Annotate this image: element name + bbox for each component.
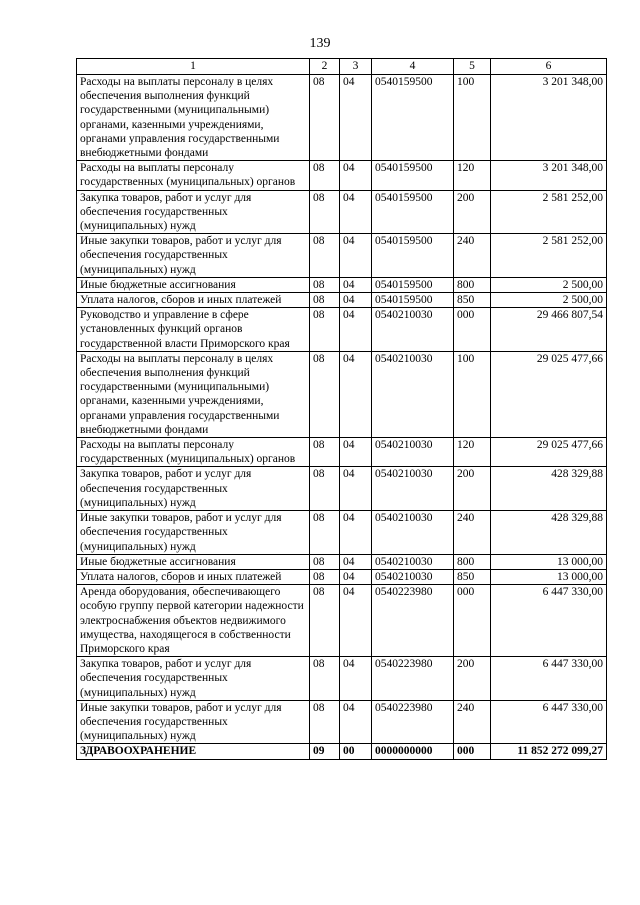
target-article-cell: 0540159500 xyxy=(372,293,454,308)
table-row xyxy=(77,75,607,161)
subsection-code-cell: 04 xyxy=(340,700,372,744)
expense-name-cell: Аренда оборудования, обеспечивающего особую группу первой категории надежности электроснабжения объектов недвижимого имущества, находящегося в собственности Приморского края xyxy=(77,585,310,657)
table-row xyxy=(77,554,607,569)
subsection-code-cell: 04 xyxy=(340,351,372,437)
table-row xyxy=(77,744,607,759)
amount-cell: 3 201 348,00 xyxy=(491,161,607,190)
expense-name-cell: Уплата налогов, сборов и иных платежей xyxy=(77,569,310,584)
subsection-code-cell: 04 xyxy=(340,467,372,511)
section-code-cell: 08 xyxy=(310,438,340,467)
expense-name-cell: Иные закупки товаров, работ и услуг для обеспечения государственных (муниципальных) нужд xyxy=(77,700,310,744)
section-code-cell: 08 xyxy=(310,277,340,292)
target-article-cell: 0540210030 xyxy=(372,569,454,584)
subsection-code-cell: 00 xyxy=(340,744,372,759)
table-row xyxy=(77,277,607,292)
section-code-cell: 08 xyxy=(310,511,340,555)
target-article-cell: 0000000000 xyxy=(372,744,454,759)
target-article-cell: 0540223980 xyxy=(372,700,454,744)
expense-type-cell: 100 xyxy=(454,75,491,161)
column-header: 1 xyxy=(77,59,310,75)
expense-type-cell: 120 xyxy=(454,161,491,190)
amount-cell: 6 447 330,00 xyxy=(491,657,607,701)
section-code-cell: 08 xyxy=(310,161,340,190)
expense-type-cell: 200 xyxy=(454,467,491,511)
amount-cell: 2 500,00 xyxy=(491,293,607,308)
amount-cell: 428 329,88 xyxy=(491,467,607,511)
section-code-cell: 08 xyxy=(310,554,340,569)
expense-name-cell: Руководство и управление в сфере установленных функций органов государственной власти Приморского края xyxy=(77,308,310,352)
target-article-cell: 0540210030 xyxy=(372,467,454,511)
target-article-cell: 0540210030 xyxy=(372,308,454,352)
table-body xyxy=(77,75,607,760)
subsection-code-cell: 04 xyxy=(340,554,372,569)
expense-type-cell: 100 xyxy=(454,351,491,437)
table-row xyxy=(77,234,607,278)
target-article-cell: 0540210030 xyxy=(372,511,454,555)
table-row xyxy=(77,161,607,190)
column-header: 6 xyxy=(491,59,607,75)
expense-type-cell: 240 xyxy=(454,234,491,278)
subsection-code-cell: 04 xyxy=(340,511,372,555)
subsection-code-cell: 04 xyxy=(340,75,372,161)
expense-type-cell: 000 xyxy=(454,744,491,759)
section-code-cell: 08 xyxy=(310,585,340,657)
expense-type-cell: 850 xyxy=(454,569,491,584)
expense-name-cell: Закупка товаров, работ и услуг для обеспечения государственных (муниципальных) нужд xyxy=(77,467,310,511)
table-row xyxy=(77,308,607,352)
table-row xyxy=(77,190,607,234)
table-row xyxy=(77,438,607,467)
expense-type-cell: 800 xyxy=(454,554,491,569)
table-row xyxy=(77,585,607,657)
expense-name-cell: Уплата налогов, сборов и иных платежей xyxy=(77,293,310,308)
table-row xyxy=(77,467,607,511)
table-row xyxy=(77,293,607,308)
budget-table xyxy=(76,58,607,760)
expense-name-cell: Иные закупки товаров, работ и услуг для обеспечения государственных (муниципальных) нужд xyxy=(77,234,310,278)
amount-cell: 13 000,00 xyxy=(491,554,607,569)
subsection-code-cell: 04 xyxy=(340,190,372,234)
target-article-cell: 0540159500 xyxy=(372,190,454,234)
target-article-cell: 0540223980 xyxy=(372,585,454,657)
section-code-cell: 09 xyxy=(310,744,340,759)
table-header-row xyxy=(77,59,607,75)
section-code-cell: 08 xyxy=(310,351,340,437)
expense-type-cell: 850 xyxy=(454,293,491,308)
subsection-code-cell: 04 xyxy=(340,293,372,308)
target-article-cell: 0540159500 xyxy=(372,277,454,292)
subsection-code-cell: 04 xyxy=(340,161,372,190)
amount-cell: 6 447 330,00 xyxy=(491,700,607,744)
section-code-cell: 08 xyxy=(310,234,340,278)
expense-name-cell: Иные закупки товаров, работ и услуг для обеспечения государственных (муниципальных) нужд xyxy=(77,511,310,555)
amount-cell: 2 500,00 xyxy=(491,277,607,292)
expense-name-cell: Расходы на выплаты персоналу государственных (муниципальных) органов xyxy=(77,438,310,467)
expense-name-cell: Закупка товаров, работ и услуг для обеспечения государственных (муниципальных) нужд xyxy=(77,190,310,234)
section-code-cell: 08 xyxy=(310,308,340,352)
amount-cell: 11 852 272 099,27 xyxy=(491,744,607,759)
amount-cell: 29 025 477,66 xyxy=(491,351,607,437)
section-code-cell: 08 xyxy=(310,75,340,161)
expense-name-cell: Иные бюджетные ассигнования xyxy=(77,554,310,569)
amount-cell: 13 000,00 xyxy=(491,569,607,584)
table-row xyxy=(77,700,607,744)
subsection-code-cell: 04 xyxy=(340,277,372,292)
amount-cell: 3 201 348,00 xyxy=(491,75,607,161)
expense-name-cell: ЗДРАВООХРАНЕНИЕ xyxy=(77,744,310,759)
section-code-cell: 08 xyxy=(310,293,340,308)
target-article-cell: 0540159500 xyxy=(372,161,454,190)
section-code-cell: 08 xyxy=(310,569,340,584)
table-row xyxy=(77,351,607,437)
column-header: 5 xyxy=(454,59,491,75)
target-article-cell: 0540210030 xyxy=(372,351,454,437)
expense-type-cell: 000 xyxy=(454,585,491,657)
subsection-code-cell: 04 xyxy=(340,438,372,467)
expense-type-cell: 200 xyxy=(454,190,491,234)
expense-name-cell: Иные бюджетные ассигнования xyxy=(77,277,310,292)
expense-name-cell: Закупка товаров, работ и услуг для обеспечения государственных (муниципальных) нужд xyxy=(77,657,310,701)
amount-cell: 29 466 807,54 xyxy=(491,308,607,352)
target-article-cell: 0540159500 xyxy=(372,75,454,161)
section-code-cell: 08 xyxy=(310,700,340,744)
page-number: 139 xyxy=(309,36,331,51)
expense-name-cell: Расходы на выплаты персоналу государственных (муниципальных) органов xyxy=(77,161,310,190)
subsection-code-cell: 04 xyxy=(340,657,372,701)
target-article-cell: 0540210030 xyxy=(372,438,454,467)
section-code-cell: 08 xyxy=(310,467,340,511)
subsection-code-cell: 04 xyxy=(340,308,372,352)
target-article-cell: 0540223980 xyxy=(372,657,454,701)
amount-cell: 2 581 252,00 xyxy=(491,190,607,234)
target-article-cell: 0540159500 xyxy=(372,234,454,278)
expense-type-cell: 800 xyxy=(454,277,491,292)
table-row xyxy=(77,511,607,555)
table-row xyxy=(77,569,607,584)
expense-type-cell: 240 xyxy=(454,511,491,555)
amount-cell: 2 581 252,00 xyxy=(491,234,607,278)
column-header: 2 xyxy=(310,59,340,75)
expense-name-cell: Расходы на выплаты персоналу в целях обеспечения выполнения функций государственными (муниципальными) органами, казенными учреждениями, органами управления государственными внебюджетными фондами xyxy=(77,75,310,161)
section-code-cell: 08 xyxy=(310,657,340,701)
column-header: 4 xyxy=(372,59,454,75)
column-header: 3 xyxy=(340,59,372,75)
amount-cell: 428 329,88 xyxy=(491,511,607,555)
expense-type-cell: 200 xyxy=(454,657,491,701)
amount-cell: 29 025 477,66 xyxy=(491,438,607,467)
table-row xyxy=(77,657,607,701)
expense-type-cell: 120 xyxy=(454,438,491,467)
subsection-code-cell: 04 xyxy=(340,569,372,584)
expense-type-cell: 240 xyxy=(454,700,491,744)
expense-name-cell: Расходы на выплаты персоналу в целях обеспечения выполнения функций государственными (муниципальными) органами, казенными учреждениями, органами управления государственными внебюджетными фондами xyxy=(77,351,310,437)
subsection-code-cell: 04 xyxy=(340,234,372,278)
expense-type-cell: 000 xyxy=(454,308,491,352)
target-article-cell: 0540210030 xyxy=(372,554,454,569)
amount-cell: 6 447 330,00 xyxy=(491,585,607,657)
section-code-cell: 08 xyxy=(310,190,340,234)
subsection-code-cell: 04 xyxy=(340,585,372,657)
